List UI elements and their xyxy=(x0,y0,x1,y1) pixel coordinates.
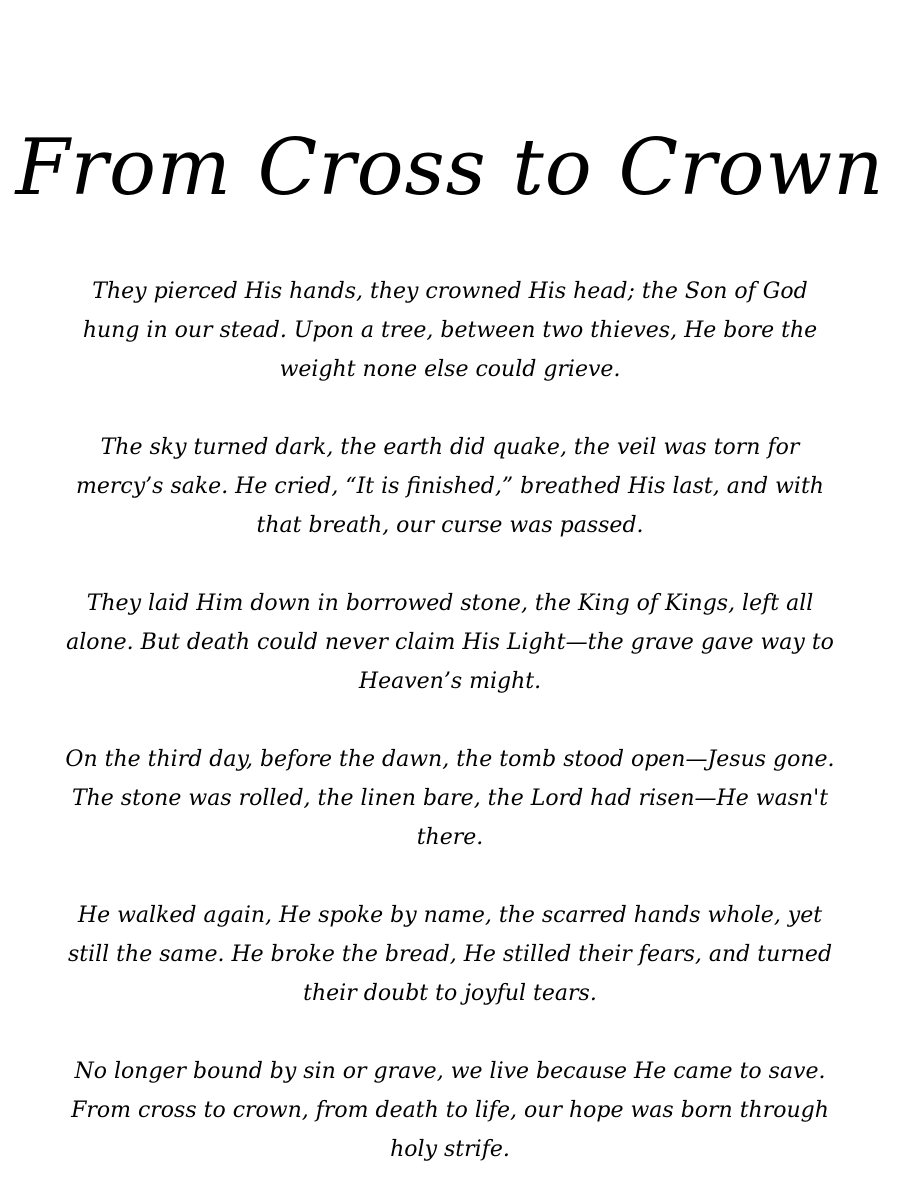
stanza-2: The sky turned dark, the earth did quake, the veil was torn for mercy’s sake. He cried, “It is finished,” breathed His last, and with that breath, our curse was passed. xyxy=(76,435,824,538)
stanza-5: He walked again, He spoke by name, the scarred hands whole, yet still the same. He broke the bread, He stilled their fears, and turned their doubt to joyful tears. xyxy=(67,903,833,1006)
stanza-6: No longer bound by sin or grave, we live because He came to save. From cross to crown, from death to life, our hope was born through holy strife. xyxy=(71,1059,829,1162)
poem-body xyxy=(62,272,838,1169)
stanza-3: They laid Him down in borrowed stone, the King of Kings, left all alone. But death could never claim His Light—the grave gave way to Heaven’s might. xyxy=(66,591,834,694)
stanza-1: They pierced His hands, they crowned His head; the Son of God hung in our stead. Upon a tree, between two thieves, He bore the weight none else could grieve. xyxy=(82,279,818,382)
stanza-4: On the third day, before the dawn, the tomb stood open—Jesus gone. The stone was rolled, the linen bare, the Lord had risen—He wasn't there. xyxy=(65,747,835,850)
poem-title: From Cross to Crown xyxy=(15,123,885,213)
